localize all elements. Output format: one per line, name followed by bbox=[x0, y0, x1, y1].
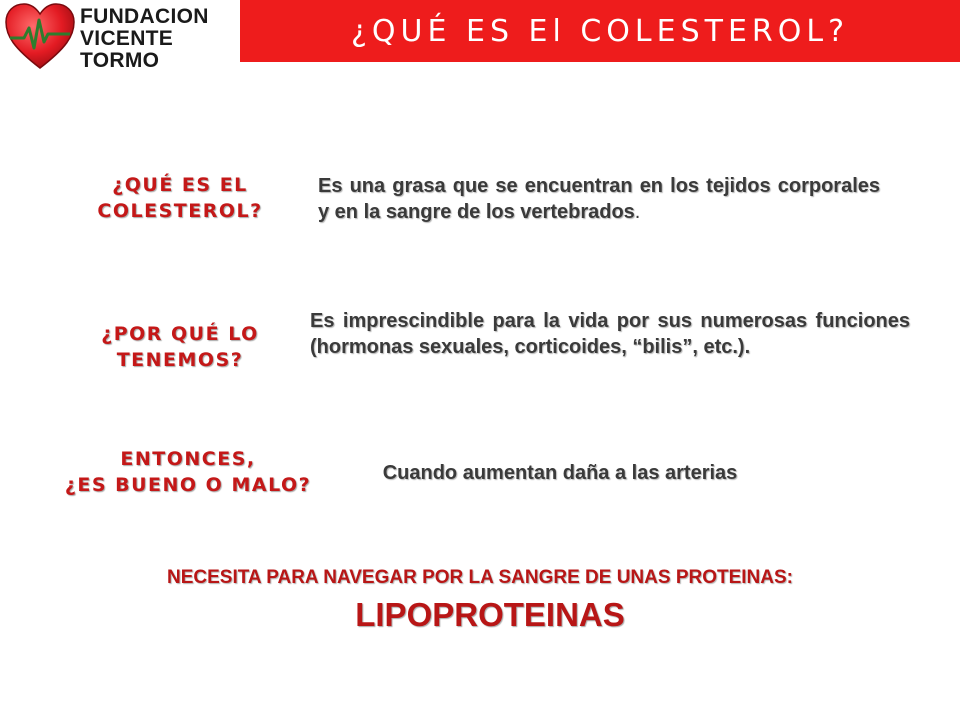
footer-highlight: LIPOPROTEINAS bbox=[355, 596, 625, 633]
foundation-logo bbox=[0, 0, 240, 75]
question-why bbox=[60, 321, 300, 373]
answer-why: Es imprescindible para la vida por sus numerosas funciones (hormonas sexuales, corticoides, “bilis”, etc.). bbox=[310, 310, 910, 358]
logo-line-2: VICENTE TORMO bbox=[80, 27, 174, 72]
question-what-is bbox=[60, 172, 300, 224]
question-good-or-bad bbox=[58, 446, 318, 498]
question-line: ¿POR QUÉ LO bbox=[101, 323, 259, 345]
answer-good-or-bad: Cuando aumentan daña a las arterias bbox=[382, 462, 738, 484]
answer-suffix: . bbox=[634, 201, 641, 223]
title-bar bbox=[240, 0, 960, 62]
question-line: TENEMOS? bbox=[116, 349, 244, 371]
question-line: COLESTEROL? bbox=[97, 200, 263, 222]
answer-what-is bbox=[318, 173, 880, 225]
logo-text bbox=[80, 6, 240, 72]
question-line: ¿QUÉ ES EL bbox=[112, 174, 248, 196]
footer-note: NECESITA PARA NAVEGAR POR LA SANGRE DE UNAS PROTEINAS: bbox=[167, 567, 793, 588]
answer-text: Es una grasa que se encuentran en los tejidos corporales y en la sangre de los vertebrados bbox=[318, 175, 880, 223]
question-line: ENTONCES, bbox=[120, 448, 256, 470]
question-line: ¿ES BUENO O MALO? bbox=[64, 474, 312, 496]
logo-line-1: FUNDACION bbox=[80, 5, 209, 28]
page-title: ¿QUÉ ES El COLESTEROL? bbox=[351, 13, 849, 49]
heart-icon bbox=[4, 2, 76, 72]
